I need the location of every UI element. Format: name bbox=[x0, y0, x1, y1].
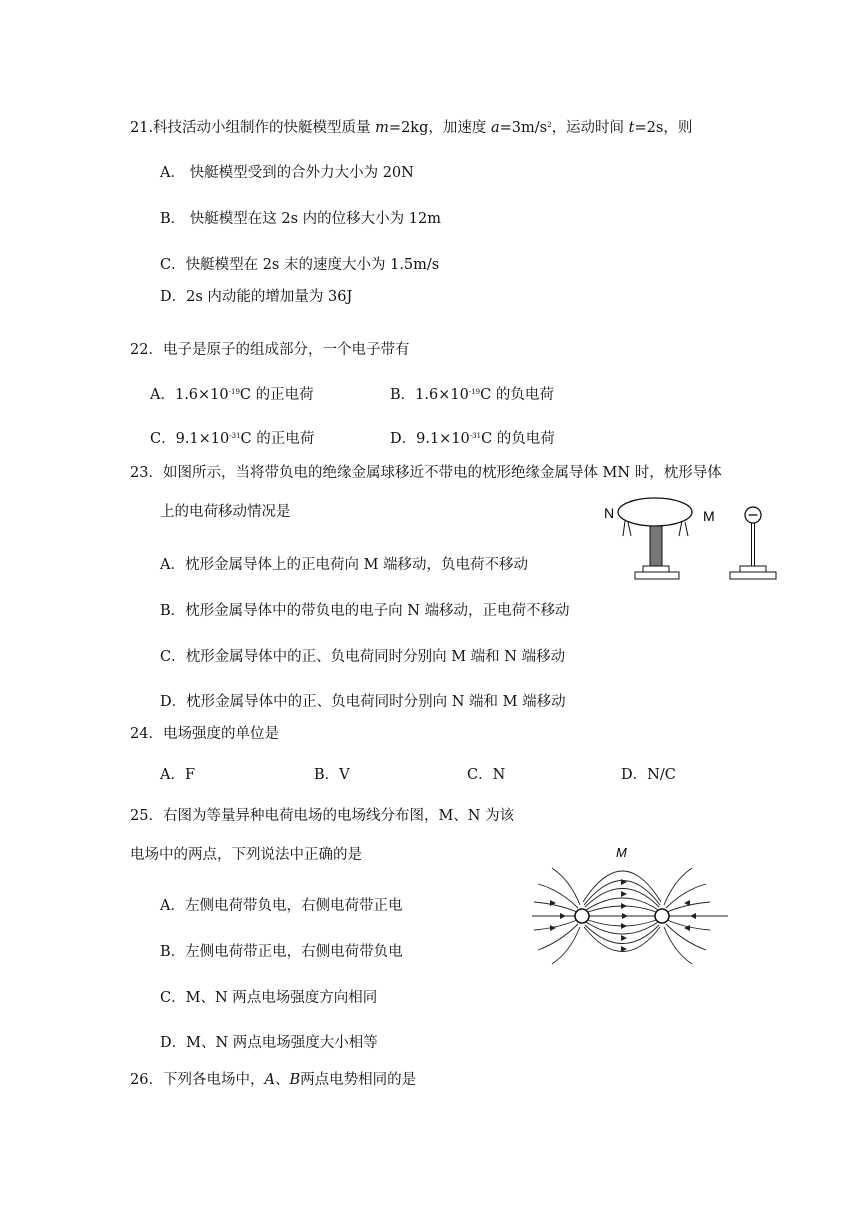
sphere-base bbox=[730, 572, 776, 579]
field-arrows bbox=[550, 879, 696, 952]
q21-option-a: A． 快艇模型受到的合外力大小为 20N bbox=[160, 165, 414, 181]
q22-stem: 22．电子是原子的组成部分，一个电子带有 bbox=[130, 342, 410, 358]
q25-option-d: D．M、N 两点电场强度大小相等 bbox=[160, 1035, 378, 1051]
pillow-conductor bbox=[618, 498, 692, 526]
q23-stem-line2: 上的电荷移动情况是 bbox=[160, 504, 291, 520]
label-m: M bbox=[616, 845, 627, 860]
right-charge bbox=[655, 909, 669, 923]
q25-stem-line1: 25．右图为等量异种电荷电场的电场线分布图，M、N 为该 bbox=[130, 808, 515, 824]
q22-option-d: D．$9.1\times 10^{-31}C$ 的负电荷 bbox=[390, 431, 555, 447]
label-n: N bbox=[604, 505, 615, 521]
q22-option-a: A．$1.6\times 10^{-19}C$ 的正电荷 bbox=[150, 387, 314, 403]
insulating-stand bbox=[650, 526, 662, 566]
stand-base bbox=[635, 572, 679, 579]
q21-option-d: D．2s 内动能的增加量为 36J bbox=[160, 289, 353, 305]
q25-option-c: C．M、N 两点电场强度方向相同 bbox=[160, 990, 378, 1006]
q25-stem-line2: 电场中的两点，下列说法中正确的是 bbox=[130, 847, 362, 863]
q24-option-c: C．N bbox=[467, 767, 506, 783]
q23-stem-line1: 23．如图所示，当将带负电的绝缘金属球移近不带电的枕形绝缘金属导体 MN 时，枕形导体 bbox=[130, 465, 722, 481]
sphere-block bbox=[740, 566, 766, 572]
q23-option-c: C．枕形金属导体中的正、负电荷同时分别向 M 端和 N 端移动 bbox=[160, 649, 566, 665]
q24-option-a: A．F bbox=[160, 767, 196, 783]
q22-option-b: B．$1.6\times 10^{-19}C$ 的负电荷 bbox=[390, 387, 554, 403]
label-m: M bbox=[703, 508, 715, 524]
q25-option-a: A．左侧电荷带负电，右侧电荷带正电 bbox=[160, 898, 403, 914]
q25-option-b: B．左侧电荷带正电，右侧电荷带负电 bbox=[160, 944, 403, 960]
q23-option-a: A．枕形金属导体上的正电荷向 M 端移动，负电荷不移动 bbox=[160, 557, 529, 573]
q23-option-b: B．枕形金属导体中的带负电的电子向 N 端移动，正电荷不移动 bbox=[160, 603, 570, 619]
q22-option-c: C．$9.1\times 10^{-31}C$ 的正电荷 bbox=[150, 431, 315, 447]
q21-stem: 21.科技活动小组制作的快艇模型质量 m=2kg，加速度 $a=3m/s^2$，运动时间 t=2s，则 bbox=[130, 120, 693, 136]
q24-stem: 24．电场强度的单位是 bbox=[130, 726, 279, 742]
left-charge bbox=[575, 909, 589, 923]
field-lines-figure bbox=[530, 840, 730, 975]
left-foil bbox=[623, 521, 631, 536]
stand-block bbox=[643, 566, 669, 572]
conductor-figure bbox=[595, 490, 785, 585]
q26-stem: 26．下列各电场中，A、B两点电势相同的是 bbox=[130, 1072, 417, 1088]
q24-option-b: B．V bbox=[314, 767, 350, 783]
q23-option-d: D．枕形金属导体中的正、负电荷同时分别向 N 端和 M 端移动 bbox=[160, 694, 566, 710]
q24-option-d: D．N/C bbox=[621, 767, 676, 783]
q21-option-b: B． 快艇模型在这 2s 内的位移大小为 12m bbox=[160, 211, 441, 227]
q21-option-c: C．快艇模型在 2s 末的速度大小为 1.5m/s bbox=[160, 257, 440, 273]
right-foil bbox=[679, 521, 688, 536]
